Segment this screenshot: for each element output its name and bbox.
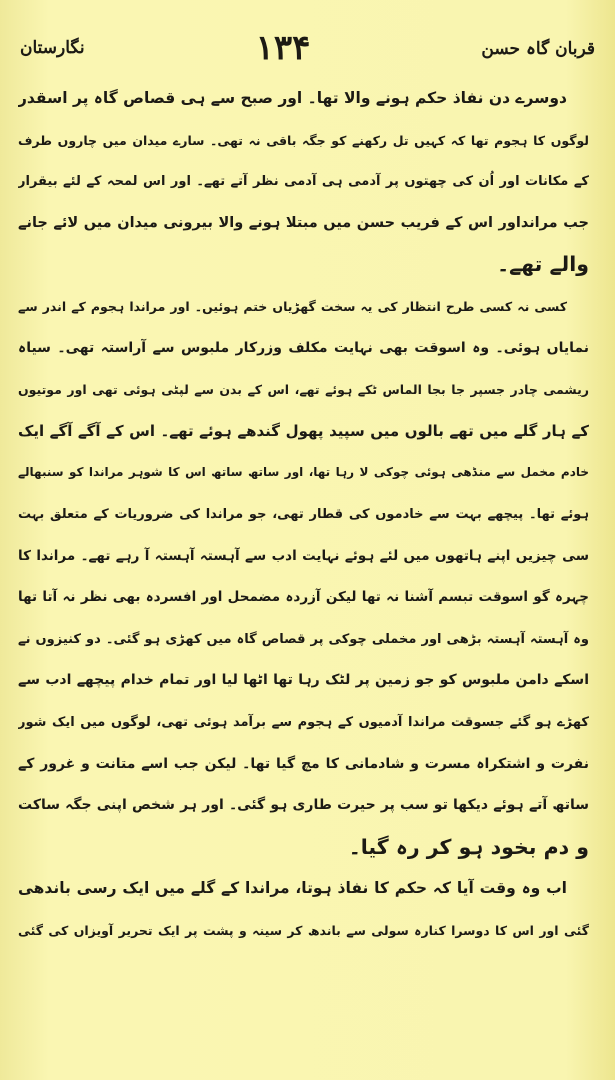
text-line: و دم بخود ہو کر رہ گیا۔ [348, 834, 589, 859]
text-line: خادم مخمل سے منڈھی ہوئی چوکی لا رہا تھا، اور ساتھ ساتھ اس کا شوہر مراندا کو سنبھالے [18, 465, 589, 480]
text-line: کے ہار گلے میں تھے بالوں میں سپید پھول گندھے ہوئے تھے۔ اس کے آگے آگے ایک [18, 421, 589, 440]
text-line: کے مکانات اور اُن کی چھتوں پر آدمی ہی آدمی نظر آتے تھے۔ اور اس لمحہ کے لئے بیقرار [18, 174, 589, 190]
chapter-title: قربان گاہ حسن [481, 38, 595, 59]
text-line: ساتھ آتے ہوئے دیکھا تو سب پر حیرت طاری ہو گئی۔ اور ہر شخص اپنی جگہ ساکت [18, 797, 589, 814]
text-line: اب وہ وقت آیا کہ حکم کا نفاذ ہوتا، مراندا کے گلے میں ایک رسی باندھی [18, 879, 567, 898]
text-line: کھڑے ہو گئے جسوقت مراندا آدمیوں کے ہجوم سے برآمد ہوئی تھی، لوگوں میں ایک شور [18, 714, 589, 730]
text-line: اسکے دامن ملبوس کو جو زمین پر لٹک رہا تھا اٹھا لیا اور تمام خدام پیچھے ادب سے [18, 672, 589, 689]
paragraph [18, 78, 589, 286]
paragraph [18, 286, 589, 868]
text-line: چہرہ گو اسوقت تبسم آشنا نہ تھا لیکن آزردہ مضمحل اور افسردہ بھی نظر نہ آتا تھا [18, 589, 589, 606]
page-body [18, 78, 589, 951]
text-line: نمایاں ہوئی۔ وہ اسوقت بھی نہایت مکلف وزرکار ملبوس سے آراستہ تھی۔ سیاہ [18, 339, 589, 356]
page-header [20, 28, 595, 68]
text-line: ریشمی چادر جسپر جا بجا الماس ٹکے ہوئے تھے، اس کے بدن سے لپٹی ہوئی تھی اور موتیوں [18, 382, 589, 398]
text-line: والے تھے۔ [497, 252, 589, 277]
text-line: دوسرے دن نفاذ حکم ہونے والا تھا۔ اور صبح سے ہی قصاص گاہ پر اسقدر [18, 89, 567, 107]
text-line: نفرت و اشتکراہ مسرت و شادمانی کا مچ گیا تھا۔ لیکن جب اسے متانت و غرور کے [18, 755, 589, 772]
text-line: وہ آہستہ آہستہ بڑھی اور مخملی چوکی پر قصاص گاہ میں کھڑی ہو گئی۔ دو کنیزوں نے [18, 631, 589, 647]
book-title: نگارستان [20, 38, 85, 58]
page-number: ۱۳۴ [255, 28, 311, 68]
text-line: گئی اور اس کا دوسرا کنارہ سولی سے باندھ کر سینہ و پشت پر ایک تحریر آویزاں کی گئی [18, 922, 589, 938]
text-line: سی چیزیں اپنے ہاتھوں میں لئے ہوئے نہایت ادب سے آہستہ آہستہ آ رہے تھے۔ مراندا کا [18, 547, 589, 564]
text-line: کسی نہ کسی طرح انتظار کی یہ سخت گھڑیاں ختم ہوئیں۔ اور مراندا ہجوم کے اندر سے [18, 298, 567, 314]
paragraph [18, 868, 589, 951]
text-line: ہوئے تھا۔ پیچھے بہت سے خادموں کی قطار تھی، جو مراندا کی ضروریات کے متعلق بہت [18, 506, 589, 522]
text-line: جب مرانداور اس کے فریب حسن میں مبتلا ہونے والا بیرونی میدان میں لائے جانے [18, 214, 589, 231]
text-line: لوگوں کا ہجوم تھا کہ کہیں تل رکھنے کو جگہ باقی نہ تھی۔ سارے میدان میں چاروں طرف [18, 132, 589, 148]
